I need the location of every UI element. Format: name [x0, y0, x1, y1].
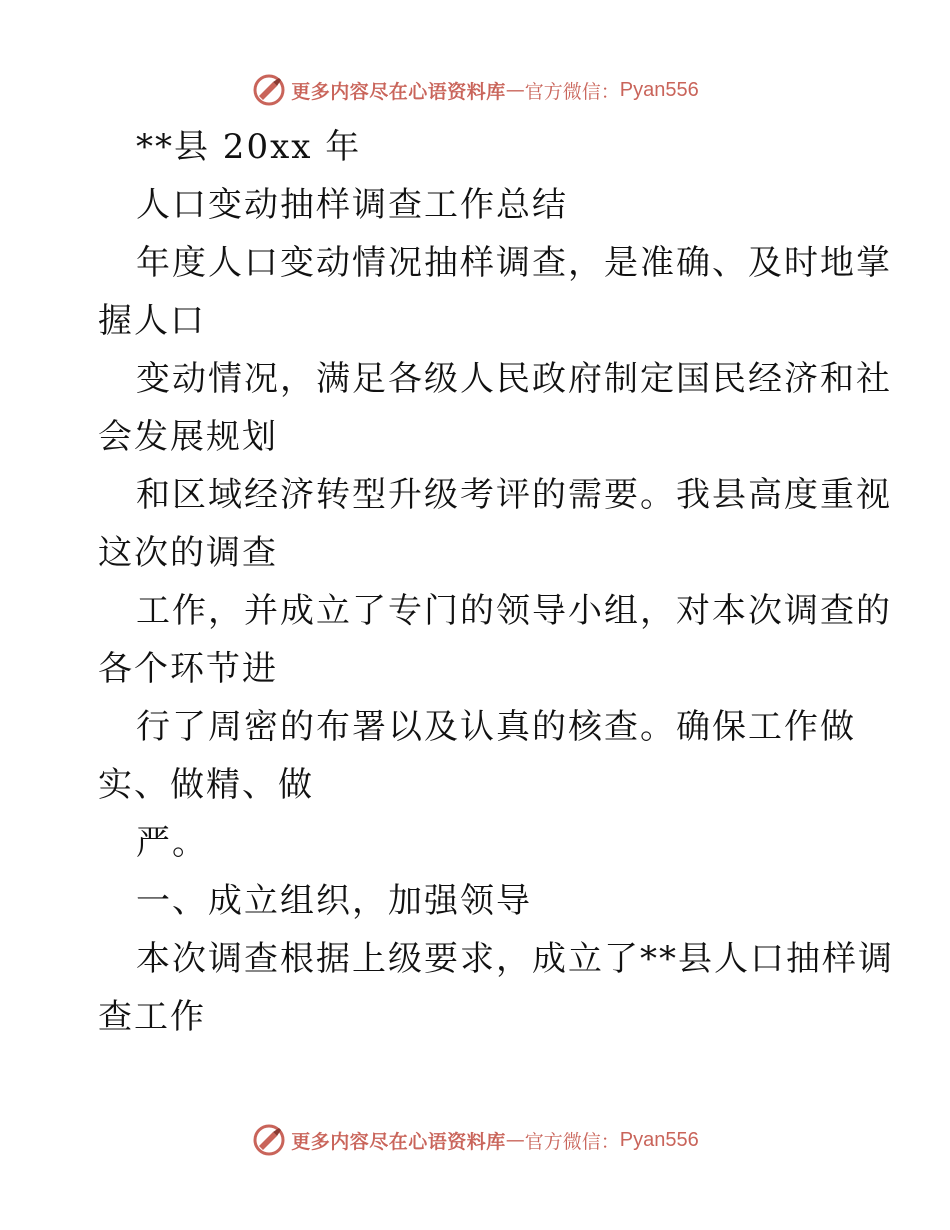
line-9: 工作，并成立了专门的领导小组，对本次调查的: [136, 591, 892, 631]
line-5: 变动情况，满足各级人民政府制定国民经济和社: [136, 359, 892, 399]
watermark-contact-id: Pyan556: [619, 1128, 699, 1151]
watermark-contact-label: 官方微信：: [524, 1130, 620, 1153]
line-1: **县 20xx 年: [136, 127, 362, 167]
watermark-brand: 更多内容尽在心语资料库: [291, 80, 506, 103]
line-15: 本次调查根据上级要求，成立了**县人口抽样调: [136, 939, 894, 979]
footer-watermark: [0, 1120, 950, 1160]
watermark-separator: —: [505, 1129, 525, 1151]
document-body: [98, 118, 894, 1046]
line-8: 这次的调查: [98, 533, 278, 573]
line-4: 握人口: [98, 301, 206, 341]
line-12: 实、做精、做: [98, 765, 314, 805]
line-11: 行了周密的布署以及认真的核查。确保工作做: [136, 707, 856, 747]
line-7: 和区域经济转型升级考评的需要。我县高度重视: [136, 475, 892, 515]
watermark-contact-label: 官方微信：: [524, 80, 620, 103]
watermark-separator: —: [505, 79, 525, 101]
pen-logo-icon: [251, 72, 287, 108]
line-2: 人口变动抽样调查工作总结: [136, 185, 568, 225]
line-13: 严。: [136, 823, 208, 863]
header-watermark: [0, 70, 950, 110]
line-16: 查工作: [98, 997, 206, 1037]
watermark-contact-id: Pyan556: [619, 78, 699, 101]
pen-logo-icon: [251, 1122, 287, 1158]
line-6: 会发展规划: [98, 417, 278, 457]
line-3: 年度人口变动情况抽样调查，是准确、及时地掌: [136, 243, 892, 283]
section-heading: 一、成立组织，加强领导: [136, 881, 532, 921]
line-10: 各个环节进: [98, 649, 278, 689]
watermark-brand: 更多内容尽在心语资料库: [291, 1130, 506, 1153]
